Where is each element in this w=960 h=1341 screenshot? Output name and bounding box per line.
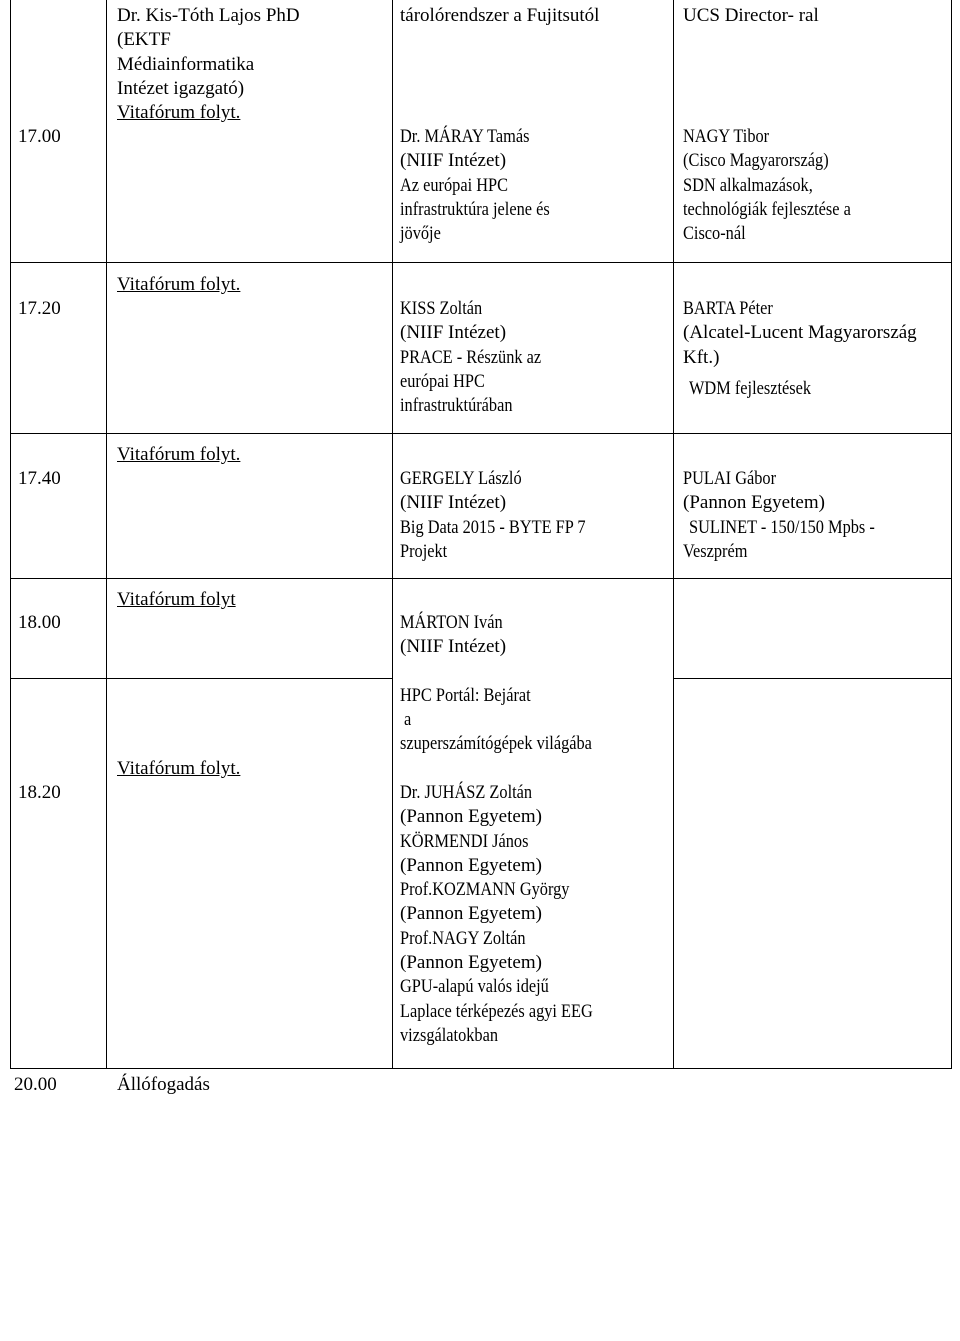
talk-title: infrastruktúra jelene és (400, 198, 550, 220)
time-label: 17.20 (18, 298, 61, 319)
speaker-name: Prof.KOZMANN György (400, 879, 570, 901)
time-label: 17.40 (18, 468, 61, 489)
speaker-name: Dr. JUHÁSZ Zoltán (400, 782, 533, 803)
session-1800-col3 (400, 611, 623, 756)
speaker-affiliation: Kft.) (683, 346, 720, 368)
talk-title: szuperszámítógépek világába (400, 733, 592, 755)
forum-label: Vitafórum folyt. (117, 444, 241, 465)
speaker-name: MÁRTON Iván (400, 612, 503, 633)
closing-label: Állófogadás (117, 1074, 210, 1095)
session-1700-col3 (400, 125, 574, 246)
divider-row1 (10, 262, 952, 263)
speaker-affiliation: (Pannon Egyetem) (400, 952, 542, 974)
forum-label: Vitafórum folyt. (117, 758, 241, 779)
speaker-name: Prof.NAGY Zoltán (400, 927, 526, 949)
border-left (10, 0, 11, 1069)
time-label: 17.00 (18, 126, 61, 147)
talk-title: a (404, 708, 412, 730)
border-col3 (673, 0, 674, 1069)
talk-title: WDM fejlesztések (689, 377, 812, 399)
speaker-affiliation: (Pannon Egyetem) (400, 806, 542, 828)
session-1700-col4 (683, 125, 878, 246)
forum-label: Vitafórum folyt. (117, 102, 241, 124)
divider-row4b (673, 678, 952, 679)
forum-label: Vitafórum folyt. (117, 274, 241, 295)
closing-time: 20.00 (14, 1074, 57, 1095)
speaker-name: GERGELY László (400, 468, 522, 489)
speaker-name: PULAI Gábor (683, 468, 777, 489)
speaker-name: Dr. MÁRAY Tamás (400, 126, 530, 147)
border-col1 (106, 0, 107, 1069)
border-col2 (392, 0, 393, 1069)
session-1720-col3 (400, 297, 564, 418)
speaker-affiliation: (Pannon Egyetem) (400, 854, 542, 876)
talk-title: UCS Director- ral (683, 5, 819, 26)
session-1740-col3 (400, 467, 616, 564)
talk-title: vizsgálatokban (400, 1024, 499, 1046)
speaker-name: KÖRMENDI János (400, 830, 529, 852)
speaker-name: BARTA Péter (683, 298, 773, 319)
talk-title: SDN alkalmazások, (683, 174, 813, 196)
talk-title: HPC Portál: Bejárat (400, 684, 531, 706)
talk-title: Az európai HPC (400, 174, 509, 196)
first-block-col4 (683, 4, 819, 28)
divider-row4a (10, 678, 393, 679)
divider-bottom (10, 1068, 952, 1069)
divider-row2 (10, 433, 952, 434)
speaker-affiliation: Médiainformatika (117, 53, 255, 75)
speaker-affiliation: (NIIF Intézet) (400, 492, 507, 514)
speaker-affiliation: (NIIF Intézet) (400, 150, 507, 172)
time-label: 18.00 (18, 612, 61, 633)
talk-title: PRACE - Részünk az (400, 346, 542, 368)
talk-title: technológiák fejlesztése a (683, 198, 851, 220)
session-1720-col4 (683, 297, 917, 401)
speaker-affiliation: (NIIF Intézet) (400, 636, 507, 658)
speaker-name: Dr. Kis-Tóth Lajos PhD (117, 5, 300, 26)
first-block-col2 (117, 4, 300, 125)
talk-title: jövője (400, 223, 441, 245)
forum-label: Vitafórum folyt (117, 589, 236, 610)
speaker-name: KISS Zoltán (400, 298, 483, 319)
talk-title: Projekt (400, 540, 448, 562)
talk-title: Laplace térképezés agyi EEG (400, 1000, 593, 1022)
speaker-affiliation: Intézet igazgató) (117, 77, 245, 99)
speaker-name: NAGY Tibor (683, 126, 770, 147)
speaker-affiliation: (Alcatel-Lucent Magyarország (683, 322, 917, 344)
speaker-affiliation: (Cisco Magyarország) (683, 150, 829, 172)
talk-title: európai HPC (400, 370, 485, 392)
session-1820-col3 (400, 781, 624, 1048)
talk-title: infrastruktúrában (400, 395, 513, 417)
time-label: 18.20 (18, 782, 61, 803)
talk-title: Veszprém (683, 540, 748, 562)
speaker-affiliation: (EKTF (117, 29, 171, 51)
talk-title: Big Data 2015 - BYTE FP 7 (400, 516, 586, 538)
talk-title: tárolórendszer a Fujitsutól (400, 5, 600, 26)
speaker-affiliation: (Pannon Egyetem) (683, 492, 825, 514)
border-right (951, 0, 952, 1069)
talk-title: GPU-alapú valós idejű (400, 976, 549, 998)
talk-title: SULINET - 150/150 Mpbs - (689, 516, 875, 538)
first-block-col3 (400, 4, 599, 28)
talk-title: Cisco-nál (683, 223, 746, 245)
divider-row3 (10, 578, 952, 579)
session-1740-col4 (683, 467, 905, 564)
speaker-affiliation: (NIIF Intézet) (400, 322, 507, 344)
speaker-affiliation: (Pannon Egyetem) (400, 903, 542, 925)
